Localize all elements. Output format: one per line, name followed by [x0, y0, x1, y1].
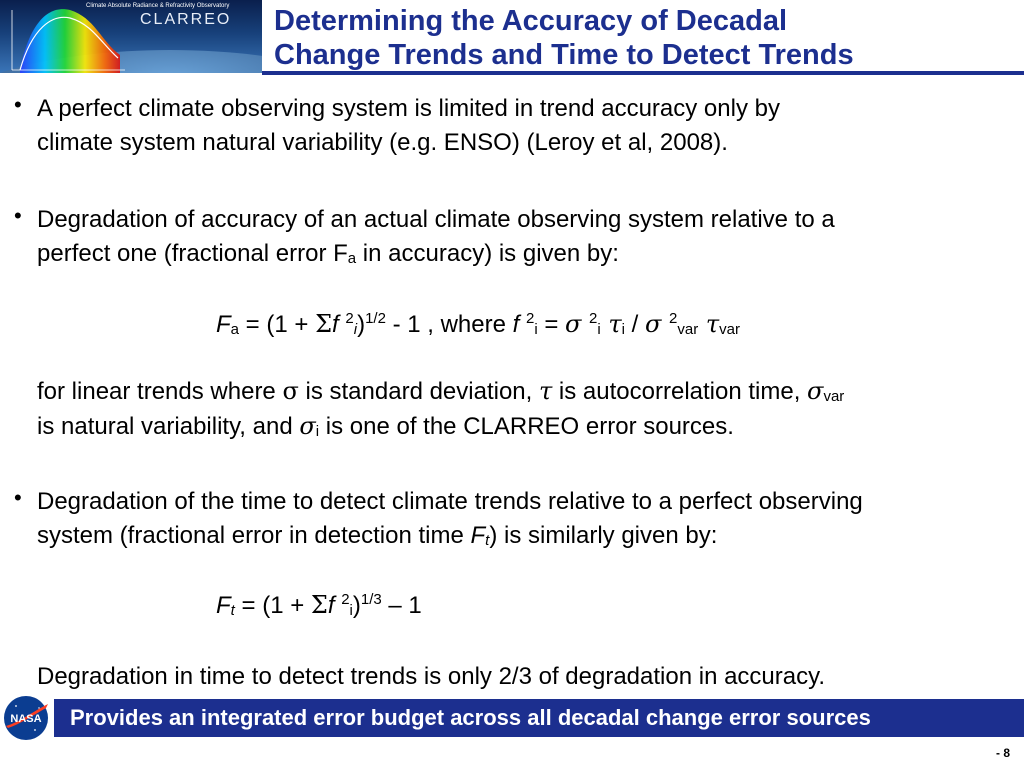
- accuracy-equation: $F_a = (1 + \Sigma f$ $^2_i$)$^{1/2}$ - 1 , where f $^2_i$ = σ $^2_i$ $\tau_i$ / σ $^2_{var}$ $\tau_{var}$: [216, 310, 740, 338]
- nasa-meatball-logo: [2, 694, 50, 742]
- bullet-marker: •: [14, 203, 22, 228]
- detection-time-equation: $F_t = (1 + \Sigma f$ $^2_i$)$^{1/3}$ – 1: [216, 591, 422, 619]
- bullet-3-line-1: Degradation of the time to detect climate trends relative to a perfect observing: [37, 488, 863, 515]
- bullet-marker: •: [14, 485, 22, 510]
- title-line-2: Change Trends and Time to Detect Trends: [274, 39, 854, 71]
- clarreo-logo-banner: [0, 0, 262, 73]
- bullet-2-line-2: perfect one (fractional error $F_a$ in accuracy) is given by:: [37, 240, 619, 267]
- bullet-3-text: [37, 485, 1022, 553]
- slide-title: [274, 4, 1014, 72]
- bullet-marker: •: [14, 92, 22, 117]
- logo-caption: Climate Absolute Radiance & Refractivity Observatory: [86, 3, 230, 9]
- logo-wordmark: CLARREO: [140, 11, 232, 28]
- title-line-1: Determining the Accuracy of Decadal: [274, 5, 788, 37]
- bullet-1-line-2: climate system natural variability (e.g. ENSO) (Leroy et al, 2008).: [37, 129, 728, 156]
- page-number: - 8: [995, 746, 1010, 760]
- footer-banner-text: Provides an integrated error budget across all decadal change error sources: [70, 705, 871, 730]
- bullet-1-line-1: A perfect climate observing system is limited in trend accuracy only by: [37, 95, 780, 122]
- bullet-2-text: [37, 203, 1022, 271]
- conclusion-text: Degradation in time to detect trends is only 2/3 of degradation in accuracy.: [37, 663, 826, 690]
- explanation-line-1: for linear trends where σ is standard deviation, τ is autocorrelation time, $\sigma_{var}$: [37, 377, 845, 405]
- bullet-1-text: [37, 92, 1022, 160]
- bullet-3-line-2: system (fractional error in detection time $F_t$) is similarly given by:: [37, 522, 718, 549]
- bullet-2-line-1: Degradation of accuracy of an actual climate observing system relative to a: [37, 206, 835, 233]
- nasa-logo-text: NASA: [10, 713, 42, 725]
- explanation-line-2: is natural variability, and $\sigma_i$ is one of the CLARREO error sources.: [37, 412, 734, 440]
- explanation-text: [37, 374, 1022, 444]
